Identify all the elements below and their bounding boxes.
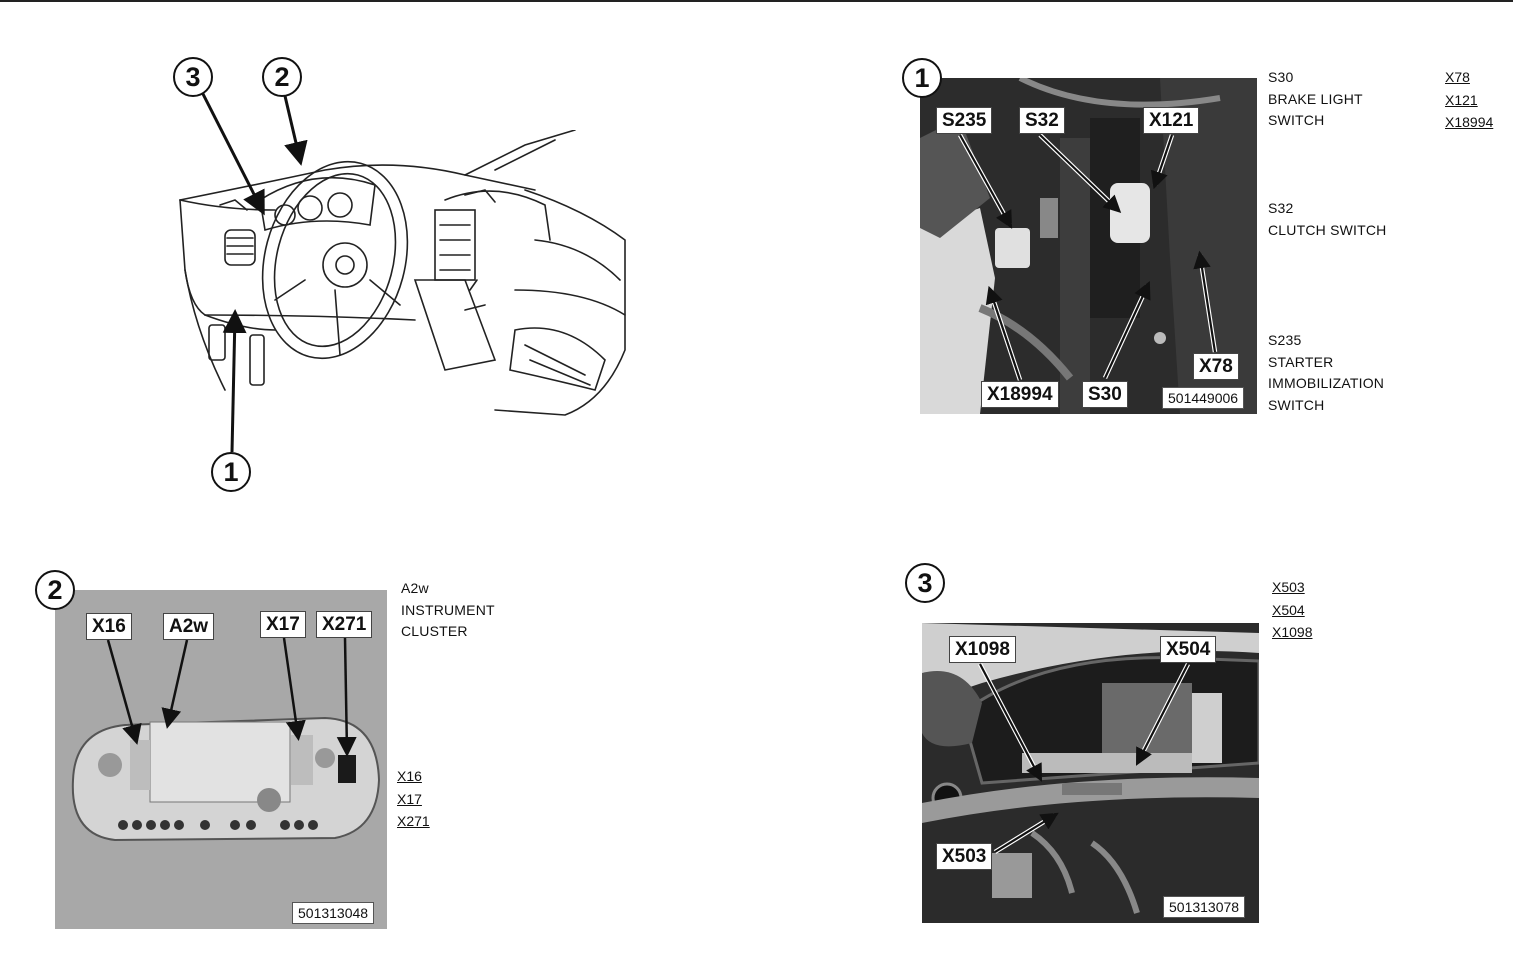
callout-2: 2 <box>262 57 302 97</box>
glovebox-area-photo <box>922 583 1259 923</box>
label-x1098: X1098 <box>949 636 1016 663</box>
callout-1: 1 <box>211 452 251 492</box>
label-s32: S32 <box>1019 107 1065 134</box>
panel3-connector-list <box>1272 576 1312 644</box>
image-code-501313078: 501313078 <box>1163 896 1245 918</box>
connector-link[interactable]: X1098 <box>1272 624 1313 640</box>
label-s30: S30 <box>1082 381 1128 408</box>
legend-s30: S30 BRAKE LIGHT SWITCH <box>1268 69 1363 128</box>
callout-1-panel: 1 <box>902 58 942 98</box>
panel1-connector-list <box>1445 66 1493 134</box>
legend-a2w: A2w INSTRUMENT CLUSTER <box>401 580 495 639</box>
label-x17: X17 <box>260 611 306 638</box>
label-x78: X78 <box>1193 353 1239 380</box>
label-a2w: A2w <box>163 613 214 640</box>
dashboard-line-drawing <box>165 130 635 440</box>
callout-3-panel: 3 <box>905 563 945 603</box>
label-x271: X271 <box>316 611 372 638</box>
connector-link[interactable]: X271 <box>397 813 430 829</box>
label-x16: X16 <box>86 613 132 640</box>
connector-link[interactable]: X16 <box>397 768 422 784</box>
label-x503: X503 <box>936 843 992 870</box>
connector-link[interactable]: X504 <box>1272 601 1305 618</box>
label-s235: S235 <box>936 107 992 134</box>
panel2-connector-list <box>397 765 430 833</box>
image-code-501449006: 501449006 <box>1162 387 1244 409</box>
label-x121: X121 <box>1143 107 1199 134</box>
image-code-501313048: 501313048 <box>292 902 374 924</box>
callout-2-panel: 2 <box>35 570 75 610</box>
page-top-rule <box>0 0 1513 2</box>
legend-s32: S32 CLUTCH SWITCH <box>1268 200 1387 238</box>
connector-link[interactable]: X18994 <box>1445 114 1494 130</box>
callout-3: 3 <box>173 57 213 97</box>
connector-link[interactable]: X78 <box>1445 69 1470 85</box>
connector-link[interactable]: X503 <box>1272 579 1305 595</box>
legend-s235: S235 STARTER IMMOBILIZATION SWITCH <box>1268 332 1385 413</box>
connector-link[interactable]: X121 <box>1445 91 1478 108</box>
label-x504: X504 <box>1160 636 1216 663</box>
instrument-cluster-photo <box>55 590 387 929</box>
label-x18994: X18994 <box>981 381 1059 408</box>
connector-link[interactable]: X17 <box>397 790 422 807</box>
